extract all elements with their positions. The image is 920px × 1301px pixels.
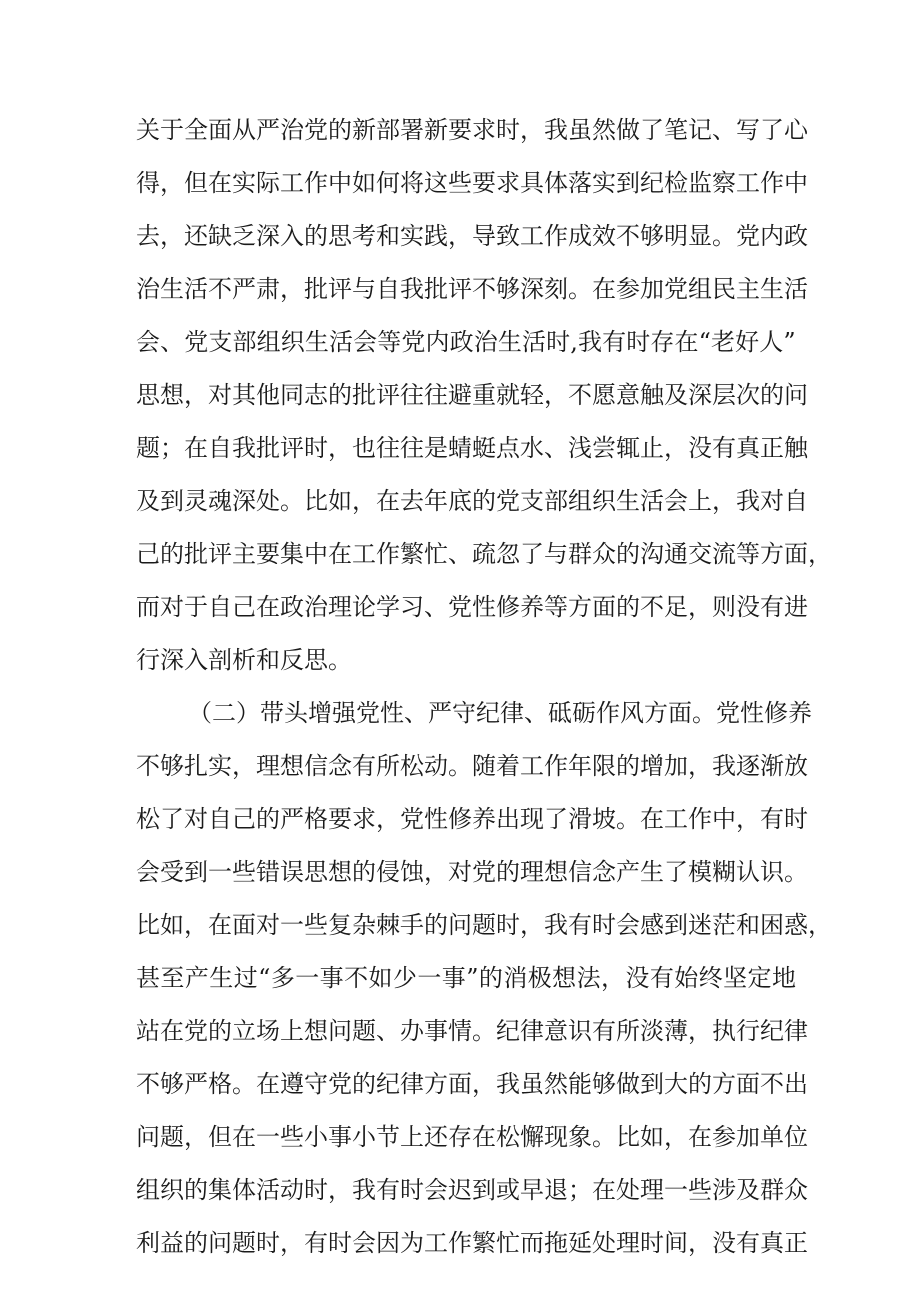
text-line: 题 ； 在 自 我 批 评 时 ， 也 往 往 是 蜻 蜓 点 水 、 浅 尝 辄 止 ， 没 有 真 正 触: [136, 434, 808, 462]
paragraph-last-line: 行深入剖析和反思。: [136, 646, 352, 674]
text-line: 治 生 活 不 严 肃 ， 批 评 与 自 我 批 评 不 够 深 刻 。 在 参 加 党 组 民 主 生 活: [136, 275, 808, 303]
text-line: 而 对 于 自 己 在 政 治 理 论 学 习 、 党 性 修 养 等 方 面 的 不 足 ， 则 没 有 进: [136, 593, 808, 621]
text-line: 问 题 ， 但 在 一 些 小 事 小 节 上 还 存 在 松 懈 现 象 。 比 如 ， 在 参 加 单 位: [136, 1123, 808, 1151]
text-line: 关 于 全 面 从 严 治 党 的 新 部 署 新 要 求 时 ， 我 虽 然 做 了 笔 记 、 写 了 心: [136, 116, 808, 144]
text-line: 甚 至 产 生 过 “ 多 一 事 不 如 少 一 事 ” 的 消 极 想 法 ， 没 有 始 终 坚 定 地: [136, 964, 796, 992]
document-body: [136, 104, 832, 1270]
text-line: 得 ， 但 在 实 际 工 作 中 如 何 将 这 些 要 求 具 体 落 实 到 纪 检 监 察 工 作 中: [136, 169, 808, 197]
text-line: 比 如 ， 在 面 对 一 些 复 杂 棘 手 的 问 题 时 ， 我 有 时 会 感 到 迷 茫 和 困 惑 ，: [136, 911, 832, 939]
section-heading-line: （ 二 ） 带 头 增 强 党 性 、 严 守 纪 律 、 砥 砺 作 风 方 面 。 党 性 修 养: [188, 699, 812, 727]
text-line: 不 够 扎 实 ， 理 想 信 念 有 所 松 动 。 随 着 工 作 年 限 的 增 加 ， 我 逐 渐 放: [136, 752, 808, 780]
text-line: 站 在 党 的 立 场 上 想 问 题 、 办 事 情 。 纪 律 意 识 有 所 淡 薄 ， 执 行 纪 律: [136, 1017, 808, 1045]
text-line: 会 受 到 一 些 错 误 思 想 的 侵 蚀 ， 对 党 的 理 想 信 念 产 生 了 模 糊 认 识 。: [136, 858, 808, 886]
text-line: 去 ， 还 缺 乏 深 入 的 思 考 和 实 践 ， 导 致 工 作 成 效 不 够 明 显 。 党 内 政: [136, 222, 808, 250]
text-line: 组 织 的 集 体 活 动 时 ， 我 有 时 会 迟 到 或 早 退 ； 在 处 理 一 些 涉 及 群 众: [136, 1176, 808, 1204]
text-line: 松 了 对 自 己 的 严 格 要 求 ， 党 性 修 养 出 现 了 滑 坡 。 在 工 作 中 ， 有 时: [136, 805, 808, 833]
text-line: 思 想 ， 对 其 他 同 志 的 批 评 往 往 避 重 就 轻 ， 不 愿 意 触 及 深 层 次 的 问: [136, 381, 808, 409]
text-line: 不 够 严 格 。 在 遵 守 党 的 纪 律 方 面 ， 我 虽 然 能 够 做 到 大 的 方 面 不 出: [136, 1070, 808, 1098]
text-line: 利 益 的 问 题 时 ， 有 时 会 因 为 工 作 繁 忙 而 拖 延 处 理 时 间 ， 没 有 真 正: [136, 1229, 808, 1257]
text-line: 及 到 灵 魂 深 处 。 比 如 ， 在 去 年 底 的 党 支 部 组 织 生 活 会 上 ， 我 对 自: [136, 487, 808, 515]
text-line: 己 的 批 评 主 要 集 中 在 工 作 繁 忙 、 疏 忽 了 与 群 众 的 沟 通 交 流 等 方 面 ，: [136, 540, 832, 568]
text-line: 会 、 党 支 部 组 织 生 活 会 等 党 内 政 治 生 活 时 , 我 有 时 存 在 “ 老 好 人 ”: [136, 328, 796, 356]
